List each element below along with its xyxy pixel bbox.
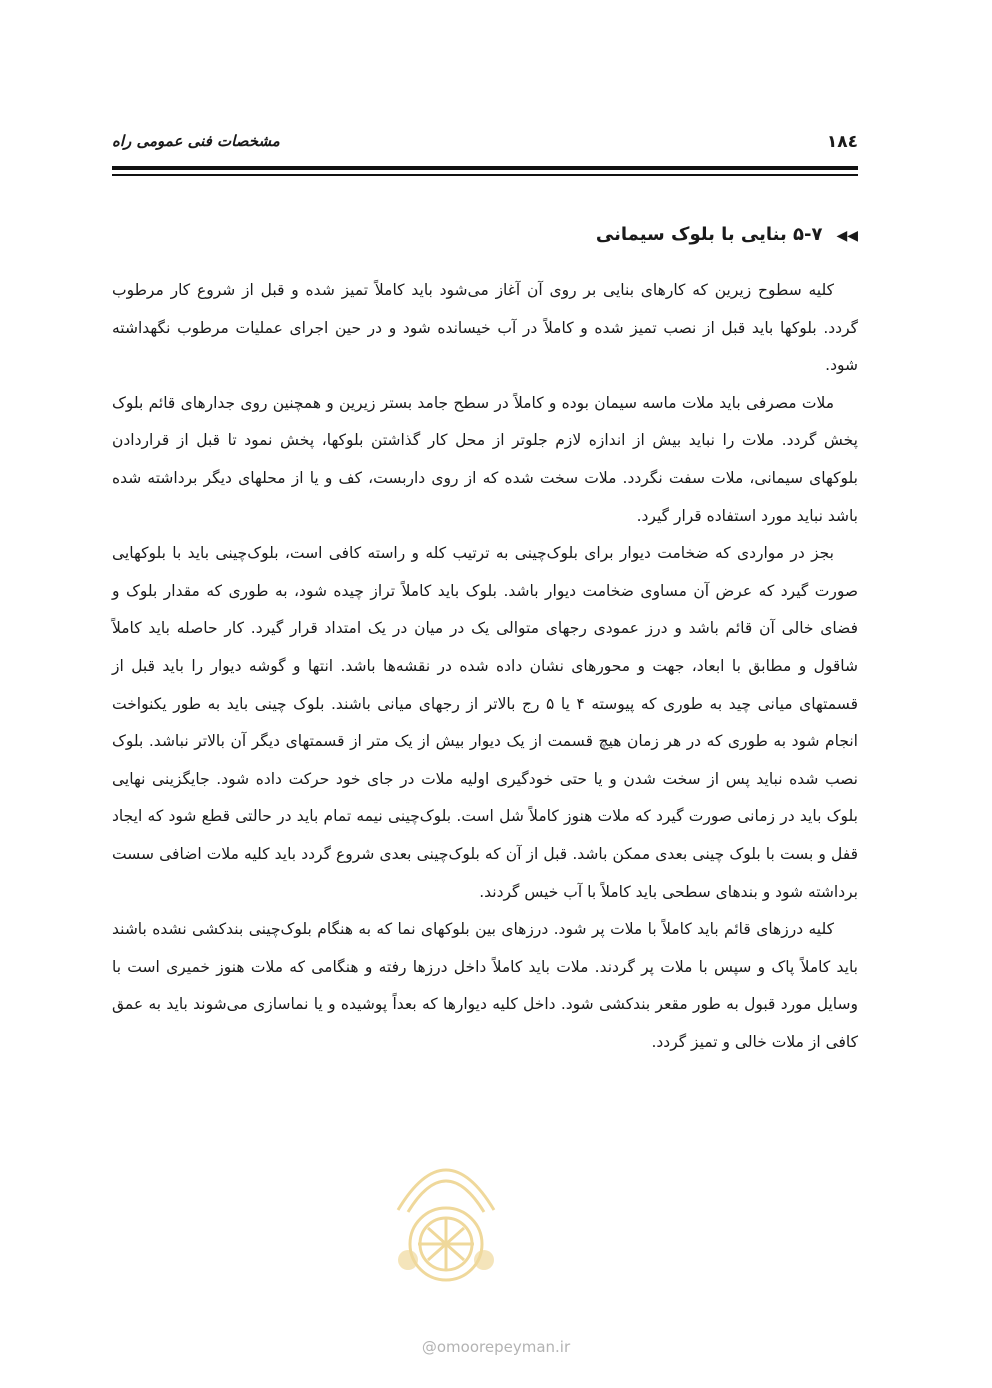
paragraph-1: کلیه سطوح زیرین که کارهای بنایی بر روی آن آغاز می‌شود باید کاملاً تمیز شده و قبل از شروع کار مرطوب گردد. بلوکها باید قبل از نصب تمیز شده و کاملاً در آب خیسانده شود و در حین اجرای عملیات مرطوب نگهداشته شود.: [112, 281, 858, 375]
running-title: مشخصات فنی عمومی راه: [112, 132, 280, 150]
section-title: ۵-۷ بنایی با بلوک سیمانی: [595, 224, 823, 245]
paragraph-4: کلیه درزهای قائم باید کاملاً با ملات پر شود. درزهای بین بلوکهای نما که به هنگام بلوک‌چینی بندکشی نشده باشند باید کاملاً پاک و سپس با ملات پر گردند. ملات باید کاملاً داخل درزها رفته و هنگامی که ملات هنوز خمیری است با وسایل مورد قبول به طور مقعر بندکشی شود. داخل کلیه دیوارها که بعداً پوشیده و یا نماسازی می‌شوند باید به عمق کافی از ملات خالی و تمیز گردد.: [112, 920, 858, 1051]
header-rule-thin: [112, 174, 858, 176]
header-rule-thick: [112, 166, 858, 170]
paragraph-2: ملات مصرفی باید ملات ماسه سیمان بوده و کاملاً در سطح جامد بستر زیرین و همچنین روی جدارهای قائم بلوک پخش گردد. ملات را نباید بیش از اندازه لازم جلوتر از محل کار گذاشتن بلوکها، پخش نمود تا قبل از قراردادن بلوکهای سیمانی، ملات سفت نگردد. ملات سخت شده که از روی داربست، کف و یا از محلهای دیگر برداشته شده باشد نباید مورد استفاده قرار گیرد.: [112, 393, 858, 525]
page-number: ۱۸٤: [826, 132, 858, 152]
paragraph-3: بجز در مواردی که ضخامت دیوار برای بلوک‌چینی به ترتیب کله و راسته کافی است، بلوک‌چینی باید با بلوکهایی صورت گیرد که عرض آن مساوی ضخامت دیوار باشد. بلوک باید کاملاً تراز چیده شود، به طوری که مقدار بلوک و فضای خالی آن قائم باشد و درز عمودی رجهای متوالی یک در میان در یک امتداد قرار گیرد. کار حاصله باید کاملاً شاقول و مطابق با ابعاد، جهت و محورهای نشان داده شده در نقشه‌ها باشد. انتها و گوشه دیوار را باید قبل از قسمتهای میانی چید به طوری که پیوسته ۴ یا ۵ رج بالاتر از رجهای میانی باشند. بلوک چینی باید به طور یکنواخت انجام شود به طوری که در هر زمان هیچ قسمت از یک دیوار بیش از یک متر از قسمتهای دیگر آن بالاتر نباشد. بلوک نصب شده نباید پس از سخت شدن و یا حتی خودگیری اولیه ملات در جای خود حرکت داده شود. جایگزینی نهایی بلوک باید در زمانی صورت گیرد که ملات هنوز کاملاً شل است. بلوک‌چینی نیمه تمام باید در حالتی قطع شود که ایجاد قفل و بست با بلوک چینی بعدی ممکن باشد. قبل از آن که بلوک‌چینی بعدی شروع گردد باید کلیه ملات اضافی سست برداشته شود و بندهای سطحی باید کاملاً با آب خیس گردند.: [112, 544, 858, 901]
body-text: [112, 272, 858, 1061]
page-header: [112, 128, 858, 158]
double-arrow-icon: ◀◀: [836, 228, 858, 244]
watermark-seal-icon: [378, 1140, 514, 1290]
section-heading: [596, 224, 858, 245]
watermark-url: @omoorepeyman.ir: [421, 1338, 571, 1356]
